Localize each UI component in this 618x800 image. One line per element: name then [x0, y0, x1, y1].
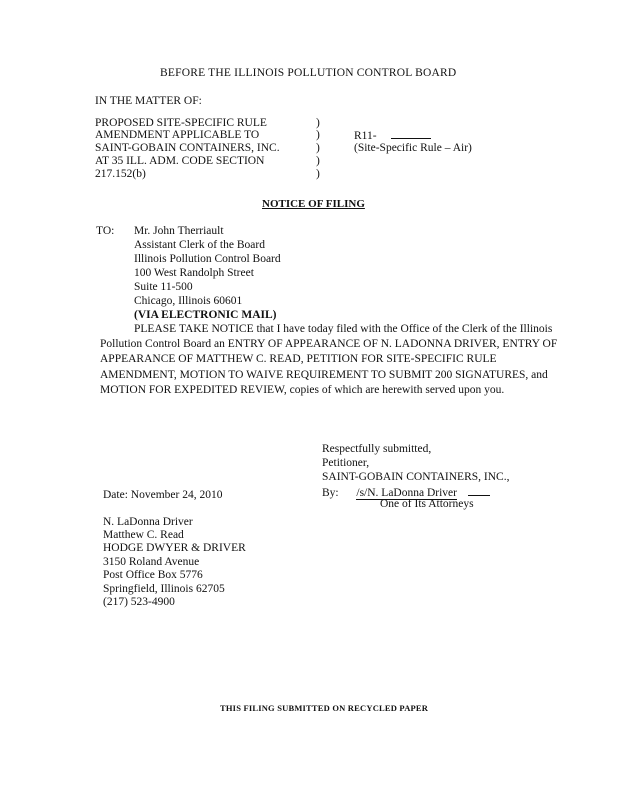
- matter-heading: IN THE MATTER OF:: [95, 95, 202, 107]
- via-electronic-mail: (VIA ELECTRONIC MAIL): [134, 309, 277, 321]
- respectfully-submitted: Respectfully submitted,: [322, 443, 432, 455]
- attorneys-caption: One of Its Attorneys: [380, 498, 474, 510]
- caption-line: AT 35 ILL. ADM. CODE SECTION: [95, 155, 265, 167]
- sender-line: Springfield, Illinois 62705: [103, 583, 225, 595]
- sender-line: Matthew C. Read: [103, 529, 184, 541]
- caption-paren: ): [316, 155, 320, 167]
- caption-line: AMENDMENT APPLICABLE TO: [95, 129, 260, 141]
- caption-paren: ): [316, 117, 320, 129]
- sender-line: HODGE DWYER & DRIVER: [103, 542, 246, 554]
- filing-date: Date: November 24, 2010: [103, 489, 223, 501]
- address-line: Suite 11-500: [134, 281, 193, 293]
- sender-line: Post Office Box 5776: [103, 569, 203, 581]
- address-line: Assistant Clerk of the Board: [134, 239, 265, 251]
- to-label: TO:: [96, 225, 115, 237]
- signature-blank: [468, 485, 490, 496]
- caption-paren: ): [316, 129, 320, 141]
- petitioner-company: SAINT-GOBAIN CONTAINERS, INC.,: [322, 471, 510, 483]
- sender-line: N. LaDonna Driver: [103, 516, 193, 528]
- by-label: By:: [322, 487, 339, 499]
- caption-line: SAINT-GOBAIN CONTAINERS, INC.: [95, 142, 280, 154]
- address-line: 100 West Randolph Street: [134, 267, 254, 279]
- electronic-signature: /s/N. LaDonna Driver: [356, 487, 457, 499]
- address-line: Chicago, Illinois 60601: [134, 295, 243, 307]
- petitioner-role: Petitioner,: [322, 457, 370, 469]
- sender-line: (217) 523-4900: [103, 596, 175, 608]
- docket-type: (Site-Specific Rule – Air): [354, 142, 472, 154]
- docket-label: R11-: [354, 130, 377, 142]
- caption-paren: ): [316, 168, 320, 180]
- caption-line: PROPOSED SITE-SPECIFIC RULE: [95, 117, 267, 129]
- board-title: BEFORE THE ILLINOIS POLLUTION CONTROL BOARD: [160, 67, 457, 79]
- notice-body: PLEASE TAKE NOTICE that I have today filed with the Office of the Clerk of the Illinois Pollution Control Board an ENTRY OF APPEARANCE OF N. LADONNA DRIVER, ENTRY OF APPEARANCE OF MATTHEW C. READ, PETITION FOR SITE-SPECIFIC RULE AMENDMENT, MOTION TO WAIVE REQUIREMENT TO SUBMIT 200 SIGNATURES, and MOTION FOR EXPEDITED REVIEW, copies of which are herewith served upon you.: [100, 323, 558, 396]
- recycled-paper-footer: THIS FILING SUBMITTED ON RECYCLED PAPER: [220, 703, 429, 713]
- caption-paren: ): [316, 142, 320, 154]
- address-line: Mr. John Therriault: [134, 225, 224, 237]
- sender-line: 3150 Roland Avenue: [103, 556, 200, 568]
- docket-blank: [391, 128, 431, 139]
- caption-line: 217.152(b): [95, 168, 146, 180]
- notice-title: NOTICE OF FILING: [262, 198, 365, 210]
- address-line: Illinois Pollution Control Board: [134, 253, 281, 265]
